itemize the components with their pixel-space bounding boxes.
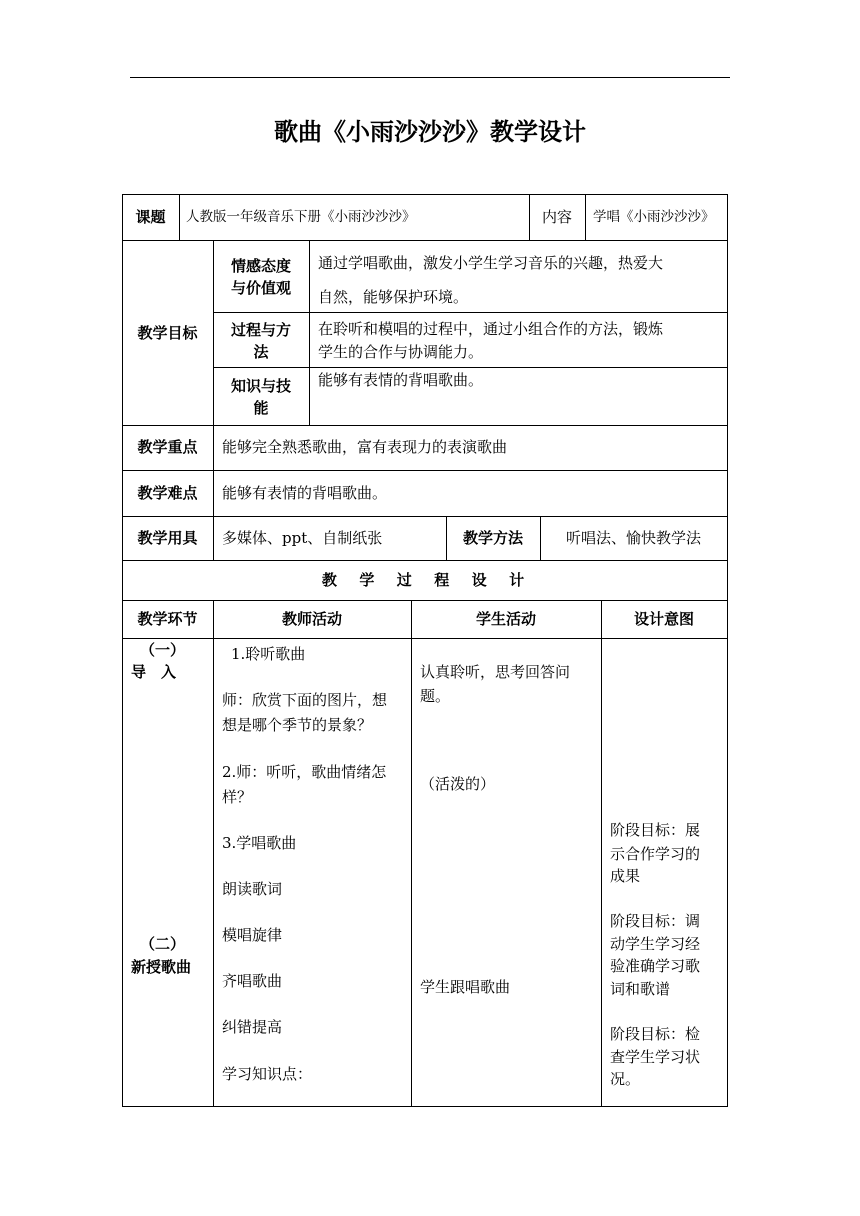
objective-emotion-text-line2: 自然，能够保护环境。 bbox=[318, 288, 469, 306]
intent-three-line3: 况。 bbox=[610, 1070, 641, 1088]
intent-one-line3: 成果 bbox=[610, 867, 641, 885]
objective-knowledge-label: 知识与技 bbox=[230, 377, 291, 395]
objective-knowledge-label-line2: 能 bbox=[253, 399, 269, 417]
intent-three-line2: 查学生学习状 bbox=[610, 1048, 701, 1066]
teacher-question-season: 师：欣赏下面的图片，想 bbox=[222, 691, 388, 709]
student-listen: 认真聆听，思考回答问 bbox=[420, 663, 571, 681]
header-student-activity: 学生活动 bbox=[475, 610, 536, 628]
objective-knowledge-text: 能够有表情的背唱歌曲。 bbox=[318, 371, 484, 389]
course-label: 课题 bbox=[135, 208, 166, 226]
stage-two-name: 新授歌曲 bbox=[131, 958, 192, 976]
difficulty-label: 教学难点 bbox=[137, 484, 198, 502]
header-stage: 教学环节 bbox=[137, 610, 198, 628]
objective-emotion-text: 通过学唱歌曲，激发小学生学习音乐的兴趣，热爱大 bbox=[318, 254, 664, 272]
stage-two-number: （二） bbox=[140, 935, 186, 953]
key-point-label: 教学重点 bbox=[137, 438, 198, 456]
teacher-read-lyrics: 朗读歌词 bbox=[222, 880, 283, 898]
objective-process-text-line2: 学生的合作与协调能力。 bbox=[318, 343, 484, 361]
method-label: 教学方法 bbox=[462, 529, 523, 547]
intent-two: 阶段目标：调 bbox=[610, 912, 701, 930]
intent-one: 阶段目标：展 bbox=[610, 821, 701, 839]
teacher-hum-melody: 模唱旋律 bbox=[222, 926, 283, 944]
teacher-question-mood-line2: 样？ bbox=[222, 788, 253, 806]
content-label: 内容 bbox=[541, 208, 572, 226]
document-title: 歌曲《小雨沙沙沙》教学设计 bbox=[274, 117, 586, 146]
objective-process-label: 过程与方 bbox=[230, 321, 291, 339]
teacher-question-season-line2: 想是哪个季节的景象？ bbox=[222, 716, 373, 734]
objectives-label: 教学目标 bbox=[137, 324, 198, 342]
teacher-correct: 纠错提高 bbox=[222, 1018, 283, 1036]
course-value: 人教版一年级音乐下册《小雨沙沙沙》 bbox=[186, 209, 416, 225]
intent-two-line2: 动学生学习经 bbox=[610, 935, 701, 953]
intent-three: 阶段目标：检 bbox=[610, 1025, 701, 1043]
objective-process-label-line2: 法 bbox=[253, 343, 269, 361]
teacher-question-mood: 2.师：听听，歌曲情绪怎 bbox=[222, 763, 387, 781]
header-design-intent: 设计意图 bbox=[633, 610, 694, 628]
header-rule bbox=[130, 77, 730, 78]
header-teacher-activity: 教师活动 bbox=[281, 610, 342, 628]
key-point-value: 能够完全熟悉歌曲，富有表现力的表演歌曲 bbox=[222, 438, 508, 456]
stage-one-name: 导 入 bbox=[131, 663, 177, 681]
teacher-step-learn: 3.学唱歌曲 bbox=[222, 834, 297, 852]
intent-two-line4: 词和歌谱 bbox=[610, 980, 671, 998]
student-mood-answer: （活泼的） bbox=[420, 775, 496, 793]
objective-emotion-label-line2: 与价值观 bbox=[230, 279, 291, 297]
process-heading: 教 学 过 程 设 计 bbox=[321, 571, 529, 589]
teacher-step-listen: 1.聆听歌曲 bbox=[231, 645, 306, 663]
stage-one-number: （一） bbox=[140, 641, 186, 659]
intent-one-line2: 示合作学习的 bbox=[610, 845, 701, 863]
student-listen-line2: 题。 bbox=[420, 687, 451, 705]
teacher-knowledge-point: 学习知识点： bbox=[222, 1065, 313, 1083]
tools-value: 多媒体、ppt、自制纸张 bbox=[222, 529, 383, 547]
difficulty-value: 能够有表情的背唱歌曲。 bbox=[222, 484, 388, 502]
student-sing-along: 学生跟唱歌曲 bbox=[420, 978, 511, 996]
objective-process-text: 在聆听和模唱的过程中，通过小组合作的方法，锻炼 bbox=[318, 320, 664, 338]
content-value: 学唱《小雨沙沙沙》 bbox=[593, 209, 715, 225]
tools-label: 教学用具 bbox=[137, 529, 198, 547]
intent-two-line3: 验准确学习歌 bbox=[610, 957, 701, 975]
teacher-sing-together: 齐唱歌曲 bbox=[222, 972, 283, 990]
method-value: 听唱法、愉快教学法 bbox=[566, 529, 702, 547]
objective-emotion-label: 情感态度 bbox=[230, 257, 291, 275]
